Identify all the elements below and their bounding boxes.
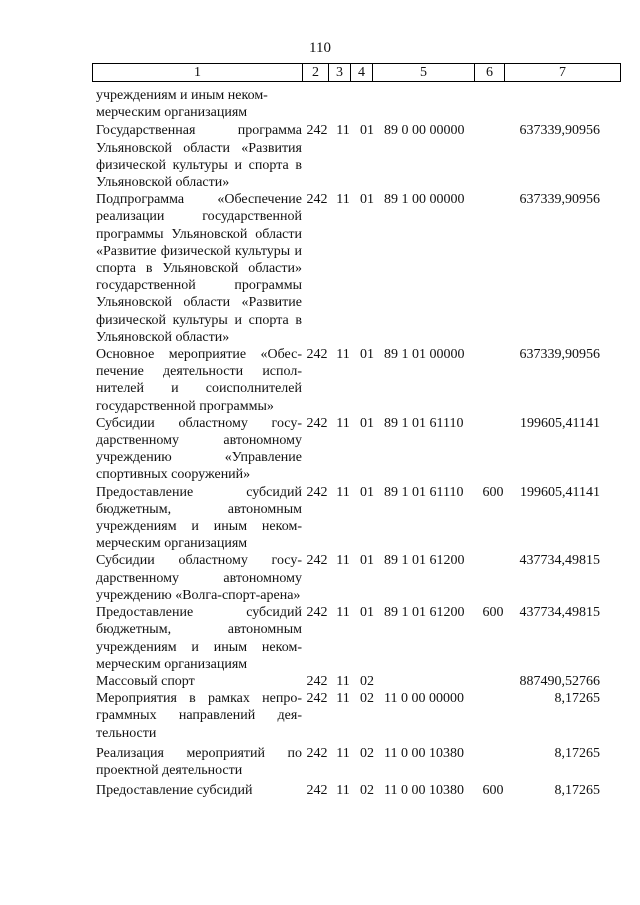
row-code-section: 11 bbox=[336, 745, 350, 761]
row-code-subsection: 02 bbox=[360, 673, 374, 689]
column-header-7: 7 bbox=[505, 64, 621, 82]
row-code-subsection: 01 bbox=[360, 123, 374, 139]
row-description: Предоставление субсидий бюджетным, автономным учреждениям и иным некоммерческим организациям bbox=[96, 484, 302, 552]
row-code-admin: 242 bbox=[306, 673, 328, 689]
row-code-section: 11 bbox=[336, 605, 350, 621]
row-code-subsection: 01 bbox=[360, 605, 374, 621]
row-code-target: 89 1 01 61110 bbox=[384, 484, 464, 500]
row-code-admin: 242 bbox=[306, 605, 328, 621]
row-code-subsection: 02 bbox=[360, 691, 374, 707]
table-row bbox=[0, 690, 640, 742]
page-number: 110 bbox=[309, 40, 331, 56]
row-code-subsection: 01 bbox=[360, 553, 374, 569]
row-code-subsection: 01 bbox=[360, 415, 374, 431]
row-code-target: 89 1 01 61200 bbox=[384, 605, 465, 621]
table-row bbox=[0, 552, 640, 604]
table-row bbox=[0, 673, 640, 690]
row-code-target: 89 1 00 00000 bbox=[384, 192, 465, 208]
row-code-admin: 242 bbox=[306, 745, 328, 761]
row-amount: 8,17265 bbox=[554, 783, 600, 799]
row-code-section: 11 bbox=[336, 553, 350, 569]
row-code-subsection: 02 bbox=[360, 783, 374, 799]
row-code-expense-type: 600 bbox=[482, 783, 504, 799]
row-amount: 8,17265 bbox=[554, 745, 600, 761]
table-row bbox=[0, 782, 640, 799]
row-code-admin: 242 bbox=[306, 347, 328, 363]
row-amount: 199605,41141 bbox=[520, 484, 600, 500]
row-code-admin: 242 bbox=[306, 484, 328, 500]
table-row bbox=[0, 604, 640, 673]
row-description: Подпрограмма «Обеспечение реализации государственной программы Ульяновской области «Развитие физической культуры и спорта в Ульяновской области» государственной программы Ульяновской области «Развитие физической культуры и спорта в Ульяновской области» bbox=[96, 192, 302, 345]
column-header-5: 5 bbox=[373, 64, 475, 82]
table-row bbox=[0, 122, 640, 191]
row-amount: 887490,52766 bbox=[519, 673, 600, 689]
table-row bbox=[0, 415, 640, 484]
column-header-row bbox=[92, 63, 621, 82]
row-code-section: 11 bbox=[336, 192, 350, 208]
table-row bbox=[0, 745, 640, 779]
row-description: Государственная программа Ульяновской области «Развития физической культуры и спорта в Ульяновской области» bbox=[96, 123, 302, 191]
row-code-target: 11 0 00 10380 bbox=[384, 745, 464, 761]
row-code-target: 89 1 01 61110 bbox=[384, 415, 464, 431]
table-row bbox=[0, 346, 640, 415]
row-code-admin: 242 bbox=[306, 783, 328, 799]
row-code-section: 11 bbox=[336, 783, 350, 799]
row-code-admin: 242 bbox=[306, 691, 328, 707]
row-code-target: 89 0 00 00000 bbox=[384, 123, 465, 139]
row-code-admin: 242 bbox=[306, 415, 328, 431]
row-code-subsection: 01 bbox=[360, 347, 374, 363]
column-header-2: 2 bbox=[303, 64, 329, 82]
row-description: Предоставление субсидий bbox=[96, 783, 253, 799]
row-code-subsection: 01 bbox=[360, 484, 374, 500]
row-code-section: 11 bbox=[336, 347, 350, 363]
row-description: Массовый спорт bbox=[96, 673, 195, 689]
table-row bbox=[0, 87, 640, 121]
row-code-section: 11 bbox=[336, 484, 350, 500]
row-code-expense-type: 600 bbox=[482, 484, 504, 500]
row-amount: 637339,90956 bbox=[519, 192, 600, 208]
row-description: учреждениям и иным неком- мерческим организациям bbox=[96, 88, 268, 121]
row-code-section: 11 bbox=[336, 673, 350, 689]
column-header-4: 4 bbox=[351, 64, 373, 82]
row-amount: 437734,49815 bbox=[519, 605, 600, 621]
column-header-1: 1 bbox=[93, 64, 303, 82]
row-description: Предоставление субсидий бюджетным, автономным учреждениям и иным некоммерческим организациям bbox=[96, 605, 302, 672]
row-code-section: 11 bbox=[336, 691, 350, 707]
column-header-6: 6 bbox=[475, 64, 505, 82]
column-header-3: 3 bbox=[329, 64, 351, 82]
row-code-admin: 242 bbox=[306, 192, 328, 208]
row-amount: 637339,90956 bbox=[519, 347, 600, 363]
budget-table-body bbox=[0, 83, 640, 799]
row-amount: 637339,90956 bbox=[519, 123, 600, 139]
table-row bbox=[0, 191, 640, 346]
row-code-target: 89 1 01 00000 bbox=[384, 347, 465, 363]
row-code-subsection: 01 bbox=[360, 192, 374, 208]
row-amount: 437734,49815 bbox=[519, 553, 600, 569]
row-code-target: 89 1 01 61200 bbox=[384, 553, 465, 569]
row-code-section: 11 bbox=[336, 415, 350, 431]
row-description: Мероприятия в рамках непрограммных направлений деятельности bbox=[96, 691, 302, 741]
row-code-target: 11 0 00 10380 bbox=[384, 783, 464, 799]
row-code-target: 11 0 00 00000 bbox=[384, 691, 464, 707]
row-description: Основное мероприятие «Обеспечение деятельности исполнителей и соисполнителей государственной программы» bbox=[96, 347, 302, 414]
table-row bbox=[0, 484, 640, 553]
row-code-admin: 242 bbox=[306, 123, 328, 139]
row-description: Субсидии областному государственному автономному учреждению «Управление спортивных сооружений» bbox=[96, 415, 302, 483]
row-code-admin: 242 bbox=[306, 553, 328, 569]
row-code-subsection: 02 bbox=[360, 745, 374, 761]
row-code-expense-type: 600 bbox=[482, 605, 504, 621]
row-code-section: 11 bbox=[336, 123, 350, 139]
row-amount: 8,17265 bbox=[554, 691, 600, 707]
row-description: Субсидии областному государственному автономному учреждению «Волга-спорт-арена» bbox=[96, 553, 302, 603]
row-amount: 199605,41141 bbox=[520, 415, 600, 431]
row-description: Реализация мероприятий по проектной деятельности bbox=[96, 745, 302, 778]
